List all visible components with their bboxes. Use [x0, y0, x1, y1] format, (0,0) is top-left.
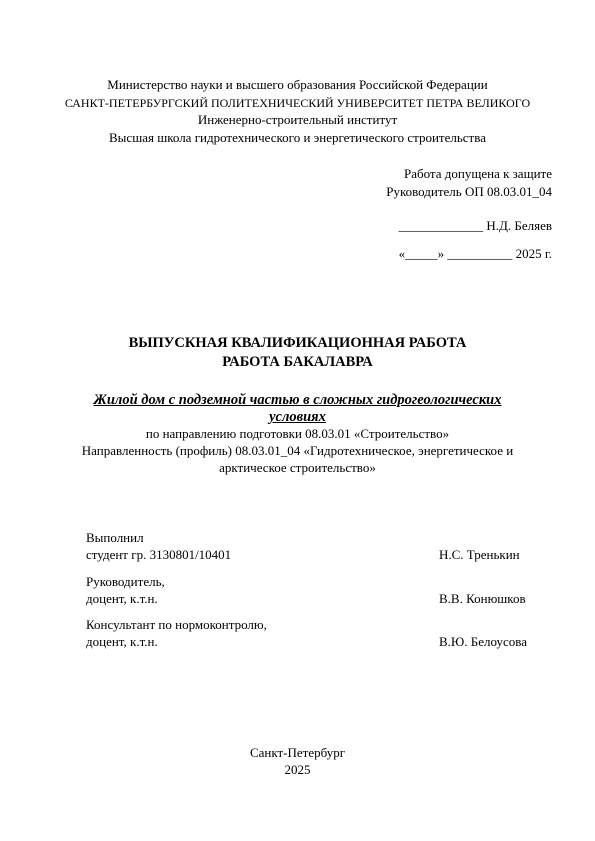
student-name: Н.С. Тренькин — [439, 547, 520, 562]
topic-line-1: Жилой дом с подземной частью в сложных гидрогеологических — [93, 392, 502, 408]
consultant-name: В.Ю. Белоусова — [439, 634, 528, 649]
ministry-line: Министерство науки и высшего образования Российской Федерации — [107, 77, 488, 92]
consultant-label: Консультант по нормоконтролю, — [86, 617, 267, 632]
supervisor-name: В.В. Конюшков — [439, 591, 526, 606]
document-title: ВЫПУСКНАЯ КВАЛИФИКАЦИОННАЯ РАБОТА — [128, 335, 467, 351]
approval-signature: _____________ Н.Д. Беляев — [398, 218, 552, 233]
school-line: Высшая школа гидротехнического и энергетического строительства — [109, 130, 486, 145]
footer-year: 2025 — [284, 762, 311, 777]
supervisor-title: доцент, к.т.н. — [86, 591, 158, 606]
university-line: САНКТ-ПЕТЕРБУРГСКИЙ ПОЛИТЕХНИЧЕСКИЙ УНИВЕРСИТЕТ ПЕТРА ВЕЛИКОГО — [64, 96, 531, 110]
direction-line-2: Направленность (профиль) 08.03.01_04 «Гидротехническое, энергетическое и — [81, 443, 514, 458]
document-subtitle: РАБОТА БАКАЛАВРА — [222, 354, 373, 370]
topic-line-2: условиях — [269, 409, 326, 425]
approval-admitted: Работа допущена к защите — [403, 166, 552, 181]
student-label: студент гр. 3130801/10401 — [86, 547, 232, 562]
supervisor-label: Руководитель, — [86, 574, 165, 589]
consultant-title: доцент, к.т.н. — [86, 634, 158, 649]
institute-line: Инженерно-строительный институт — [197, 112, 398, 127]
footer-city: Санкт-Петербург — [249, 745, 346, 760]
approval-date: «_____» __________ 2025 г. — [398, 246, 552, 261]
approval-head: Руководитель ОП 08.03.01_04 — [386, 184, 552, 199]
direction-line-3: арктическое строительство» — [219, 460, 376, 475]
performed-label: Выполнил — [86, 530, 144, 545]
direction-line-1: по направлению подготовки 08.03.01 «Строительство» — [145, 426, 450, 441]
